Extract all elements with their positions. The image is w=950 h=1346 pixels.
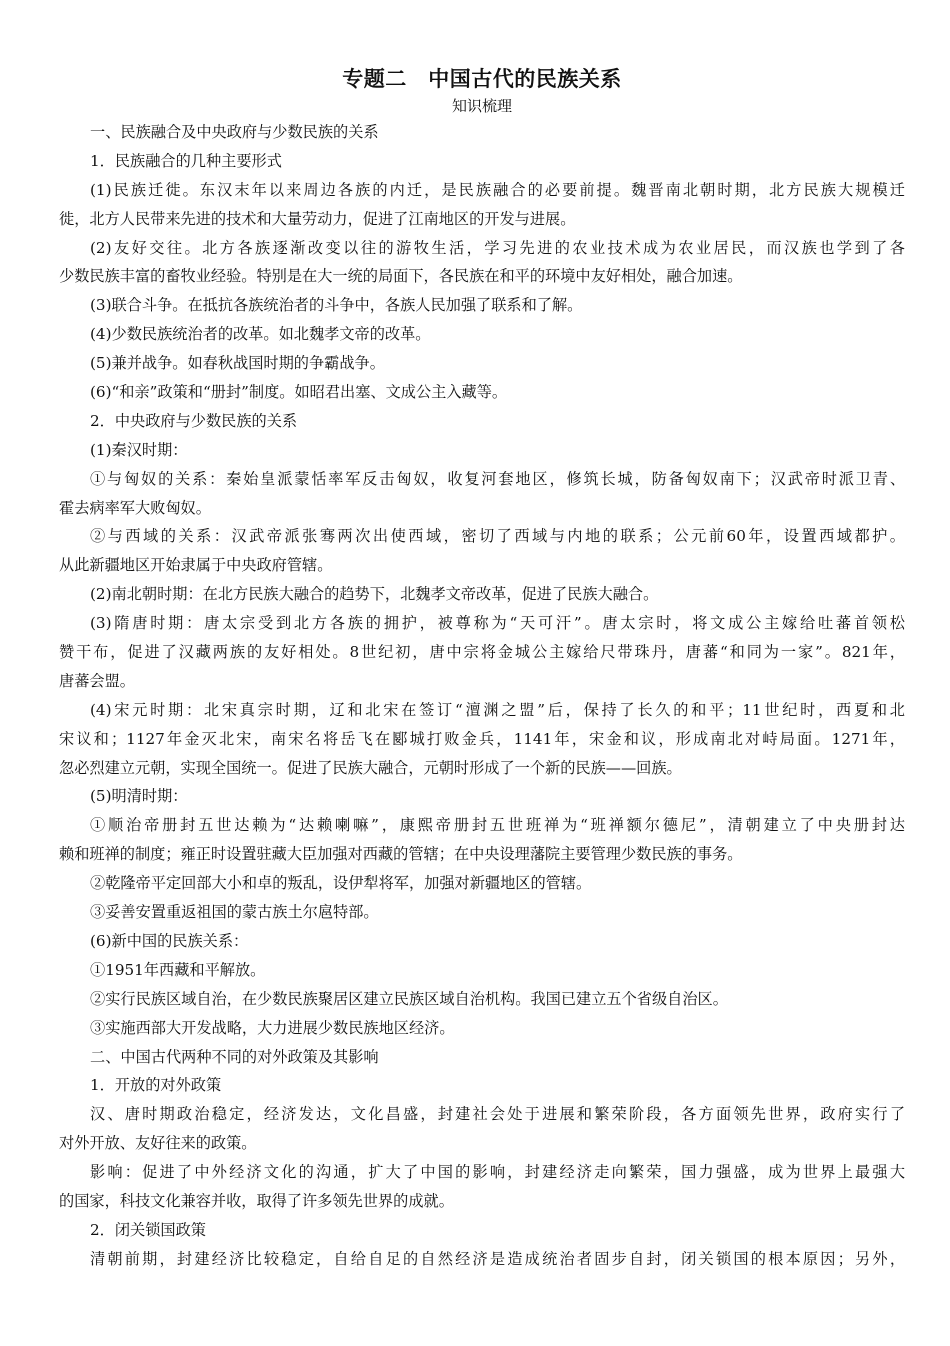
text-line: ③妥善安置重返祖国的蒙古族土尔扈特部。 <box>90 903 379 922</box>
text-line: ①1951年西藏和平解放。 <box>90 960 266 979</box>
text-line: (4)少数民族统治者的改革。如北魏孝文帝的改革。 <box>90 325 431 344</box>
text-line: (6)“和亲”政策和“册封”制度。如昭君出塞、文成公主入藏等。 <box>90 383 508 402</box>
text-line: (2)友好交往。北方各族逐渐改变以往的游牧生活，学习先进的农业技术成为农业居民，而汉族也学到了各 <box>90 238 905 257</box>
page-subtitle: 知识梳理 <box>451 97 512 115</box>
text-line: (1)秦汉时期： <box>90 440 188 459</box>
text-line: 霍去病率军大败匈奴。 <box>59 498 211 517</box>
text-line: 唐蕃会盟。 <box>59 671 135 690</box>
text-line: ②实行民族区域自治，在少数民族聚居区建立民族区域自治机构。我国已建立五个省级自治区。 <box>90 989 728 1008</box>
text-line: (3)联合斗争。在抵抗各族统治者的斗争中，各族人民加强了联系和了解。 <box>90 296 583 315</box>
text-line: (1)民族迁徙。东汉末年以来周边各族的内迁，是民族融合的必要前提。魏晋南北朝时期，北方民族大规模迁 <box>90 180 905 199</box>
text-line: 2．中央政府与少数民族的关系 <box>90 411 298 430</box>
text-line: ②与西域的关系：汉武帝派张骞两次出使西域，密切了西域与内地的联系；公元前60年，设置西域都护。 <box>90 527 905 546</box>
text-line: 汉、唐时期政治稳定，经济发达，文化昌盛，封建社会处于进展和繁荣阶段，各方面领先世界，政府实行了 <box>90 1105 905 1124</box>
text-line: 从此新疆地区开始隶属于中央政府管辖。 <box>59 556 333 575</box>
document-page <box>59 64 905 1274</box>
text-line: 1．开放的对外政策 <box>90 1076 222 1095</box>
text-line: 二、中国古代两种不同的对外政策及其影响 <box>90 1047 379 1066</box>
text-line: (4)宋元时期：北宋真宗时期，辽和北宋在签订“澶渊之盟”后，保持了长久的和平；11世纪时，西夏和北 <box>90 700 905 719</box>
text-line: (2)南北朝时期：在北方民族大融合的趋势下，北魏孝文帝改革，促进了民族大融合。 <box>90 585 659 604</box>
text-line: 清朝前期，封建经济比较稳定，自给自足的自然经济是造成统治者固步自封，闭关锁国的根本原因；另外， <box>90 1249 905 1268</box>
text-line: 徙，北方人民带来先进的技术和大量劳动力，促进了江南地区的开发与进展。 <box>59 209 576 228</box>
text-line: (5)兼并战争。如春秋战国时期的争霸战争。 <box>90 354 385 373</box>
text-line: 赖和班禅的制度；雍正时设置驻藏大臣加强对西藏的管辖；在中央设理藩院主要管理少数民族的事务。 <box>59 845 743 864</box>
page-title: 专题二 中国古代的民族关系 <box>342 67 622 91</box>
text-line: 一、民族融合及中央政府与少数民族的关系 <box>90 123 379 141</box>
text-line: 忽必烈建立元朝，实现全国统一。促进了民族大融合，元朝时形成了一个新的民族——回族。 <box>59 758 682 777</box>
text-line: ③实施西部大开发战略，大力进展少数民族地区经济。 <box>90 1018 455 1037</box>
text-line: 少数民族丰富的畜牧业经验。特别是在大一统的局面下，各民族在和平的环境中友好相处，融合加速。 <box>59 267 743 286</box>
text-line: ①顺治帝册封五世达赖为“达赖喇嘛”，康熙帝册封五世班禅为“班禅额尔德尼”，清朝建立了中央册封达 <box>90 816 905 835</box>
text-line: 1．民族融合的几种主要形式 <box>90 151 282 170</box>
text-line: ②乾隆帝平定回部大小和卓的叛乱，设伊犁将军，加强对新疆地区的管辖。 <box>90 874 592 893</box>
text-line: 影响：促进了中外经济文化的沟通，扩大了中国的影响，封建经济走向繁荣，国力强盛，成为世界上最强大 <box>90 1163 905 1182</box>
document-body <box>59 118 905 1274</box>
text-line: (3)隋唐时期：唐太宗受到北方各族的拥护，被尊称为“天可汗”。唐太宗时，将文成公主嫁给吐蕃首领松 <box>90 614 905 633</box>
text-line: 2．闭关锁国政策 <box>90 1220 206 1239</box>
text-line: (6)新中国的民族关系： <box>90 931 249 950</box>
text-line: 赞干布，促进了汉藏两族的友好相处。8世纪初，唐中宗将金城公主嫁给尺带珠丹，唐蕃“和同为一家”。821年， <box>59 643 905 662</box>
text-line: 宋议和；1127年金灭北宋，南宋名将岳飞在郾城打败金兵，1141年，宋金和议，形成南北对峙局面。1271年， <box>59 729 905 748</box>
text-line: 的国家，科技文化兼容并收，取得了许多领先世界的成就。 <box>59 1191 454 1210</box>
text-line: 对外开放、友好往来的政策。 <box>59 1134 257 1153</box>
text-line: ①与匈奴的关系：秦始皇派蒙恬率军反击匈奴，收复河套地区，修筑长城，防备匈奴南下；汉武帝时派卫青、 <box>90 469 905 488</box>
text-line: (5)明清时期： <box>90 787 188 806</box>
